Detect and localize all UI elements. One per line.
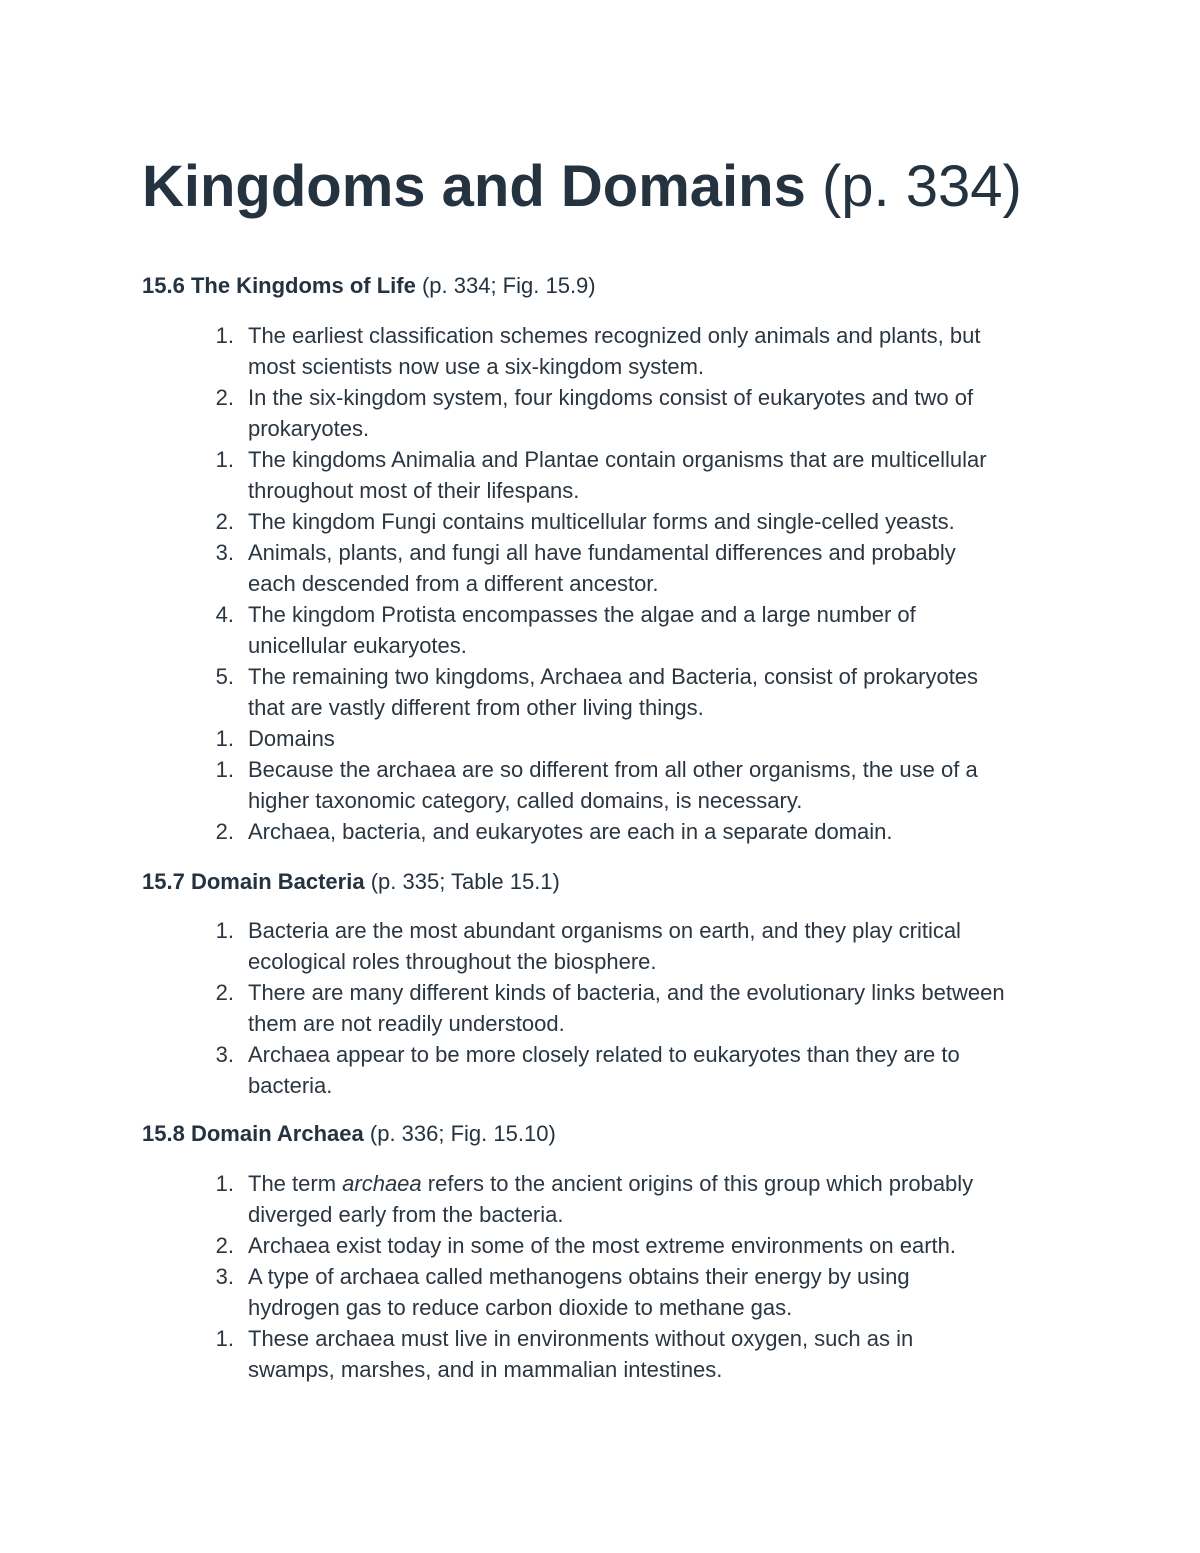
list-item — [0, 506, 1078, 537]
list-item — [0, 915, 1078, 977]
section-name: The Kingdoms of Life — [190, 273, 416, 298]
item-number: 1. — [215, 323, 234, 348]
item-text-line: Animals, plants, and fungi all have fundamental differences and probably — [248, 540, 956, 565]
item-text-line: Archaea, bacteria, and eukaryotes are each in a separate domain. — [248, 819, 893, 844]
item-number: 4. — [215, 602, 234, 627]
item-number: 1. — [215, 1326, 234, 1351]
item-number: 2. — [215, 1233, 234, 1258]
section-15-7-list — [0, 915, 1078, 1101]
item-text-line: each descended from a different ancestor. — [248, 571, 659, 596]
section-number: 15.7 — [142, 869, 185, 894]
item-text-line: throughout most of their lifespans. — [248, 478, 580, 503]
section-heading-15-8 — [142, 1119, 556, 1149]
item-text-emphasis: archaea — [342, 1171, 422, 1196]
item-text-rest: refers to the ancient origins of this group which probably — [421, 1171, 974, 1196]
item-number: 3. — [215, 1042, 234, 1067]
item-number: 2. — [215, 509, 234, 534]
item-text-line: The earliest classification schemes recognized only animals and plants, but — [248, 323, 981, 348]
item-text-line: These archaea must live in environments without oxygen, such as in — [248, 1326, 914, 1351]
item-text-line: them are not readily understood. — [248, 1011, 565, 1036]
item-number: 3. — [215, 540, 234, 565]
item-text-line — [248, 1168, 1078, 1199]
item-text-line: hydrogen gas to reduce carbon dioxide to methane gas. — [248, 1295, 793, 1320]
item-number: 1. — [215, 726, 234, 751]
item-number: 3. — [215, 1264, 234, 1289]
item-text-line: swamps, marshes, and in mammalian intestines. — [248, 1357, 723, 1382]
list-item — [0, 977, 1078, 1039]
item-text-line: unicellular eukaryotes. — [248, 633, 467, 658]
list-item — [0, 320, 1078, 382]
section-number: 15.6 — [142, 273, 185, 298]
item-text-line: Bacteria are the most abundant organisms on earth, and they play critical — [248, 918, 961, 943]
item-text-line: Archaea exist today in some of the most extreme environments on earth. — [248, 1233, 957, 1258]
item-number: 1. — [215, 757, 234, 782]
item-text-line: The kingdom Fungi contains multicellular forms and single-celled yeasts. — [248, 509, 955, 534]
item-text-line: ecological roles throughout the biosphere. — [248, 949, 657, 974]
item-text-line: There are many different kinds of bacteria, and the evolutionary links between — [248, 980, 1005, 1005]
title-page-ref: (p. 334) — [821, 154, 1022, 219]
list-item — [0, 1168, 1078, 1230]
title-main: Kingdoms and Domains — [142, 154, 806, 219]
section-ref: (p. 334; Fig. 15.9) — [421, 273, 596, 298]
item-number: 1. — [215, 1171, 234, 1196]
item-text-line: diverged early from the bacteria. — [248, 1202, 564, 1227]
section-heading-15-6 — [142, 271, 596, 301]
section-15-6-list — [0, 320, 1078, 847]
list-item — [0, 816, 1078, 847]
page-title — [142, 152, 1022, 222]
item-text-line: The remaining two kingdoms, Archaea and Bacteria, consist of prokaryotes — [248, 664, 979, 689]
section-ref: (p. 336; Fig. 15.10) — [369, 1121, 556, 1146]
item-number: 5. — [215, 664, 234, 689]
section-name: Domain Archaea — [190, 1121, 364, 1146]
list-item — [0, 1323, 1078, 1385]
list-item — [0, 537, 1078, 599]
item-text-line: Archaea appear to be more closely related to eukaryotes than they are to — [248, 1042, 960, 1067]
section-heading-15-7 — [142, 867, 560, 897]
item-number: 2. — [215, 819, 234, 844]
list-item — [0, 382, 1078, 444]
item-text-line: higher taxonomic category, called domains, is necessary. — [248, 788, 803, 813]
section-number: 15.8 — [142, 1121, 185, 1146]
list-item — [0, 723, 1078, 754]
item-text-line: A type of archaea called methanogens obtains their energy by using — [248, 1264, 910, 1289]
section-15-8-list — [0, 1168, 1078, 1385]
section-ref: (p. 335; Table 15.1) — [370, 869, 560, 894]
list-item — [0, 444, 1078, 506]
item-number: 2. — [215, 385, 234, 410]
list-item — [0, 1230, 1078, 1261]
section-name: Domain Bacteria — [190, 869, 365, 894]
list-item — [0, 754, 1078, 816]
item-number: 1. — [215, 918, 234, 943]
item-number: 2. — [215, 980, 234, 1005]
item-text-prefix: The term — [248, 1171, 343, 1196]
item-text-line: In the six-kingdom system, four kingdoms consist of eukaryotes and two of — [248, 385, 974, 410]
list-item — [0, 661, 1078, 723]
item-text-line: The kingdom Protista encompasses the algae and a large number of — [248, 602, 916, 627]
list-item — [0, 1261, 1078, 1323]
item-text-line: The kingdoms Animalia and Plantae contain organisms that are multicellular — [248, 447, 987, 472]
item-text-line: Because the archaea are so different from all other organisms, the use of a — [248, 757, 978, 782]
list-item — [0, 1039, 1078, 1101]
item-text-line: that are vastly different from other living things. — [248, 695, 704, 720]
item-text-line: Domains — [248, 726, 335, 751]
item-text-line: most scientists now use a six-kingdom system. — [248, 354, 705, 379]
item-text-line: prokaryotes. — [248, 416, 370, 441]
list-item — [0, 599, 1078, 661]
item-text-line: bacteria. — [248, 1073, 333, 1098]
item-number: 1. — [215, 447, 234, 472]
